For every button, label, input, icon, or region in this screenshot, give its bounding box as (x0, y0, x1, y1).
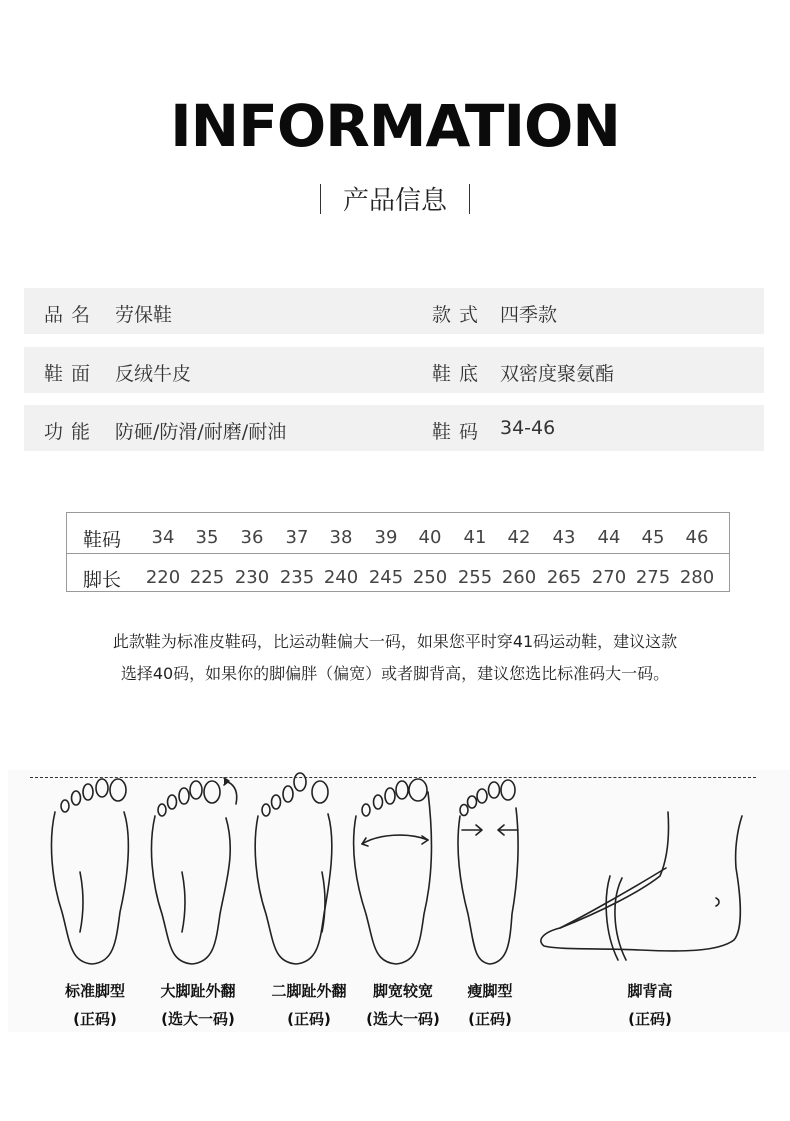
info-value: 34-46 (500, 417, 556, 439)
length-cell: 260 (501, 567, 537, 588)
page-subtitle (0, 180, 790, 217)
length-cell: 255 (457, 567, 493, 588)
info-row (24, 347, 764, 393)
divider-left (320, 184, 321, 214)
size-cell: 36 (240, 527, 264, 548)
info-value: 四季款 (500, 304, 558, 326)
length-row-header: 脚长 (83, 569, 122, 591)
foot-type-advice: (正码) (287, 1010, 331, 1028)
note-line: 选择40码，如果你的脚偏胖（偏宽）或者脚背高，建议您选比标准码大一码。 (120, 664, 670, 683)
size-cell: 37 (285, 527, 309, 548)
size-cell: 44 (597, 527, 621, 548)
info-label: 品名 (44, 304, 99, 326)
size-cell: 35 (195, 527, 219, 548)
high-instep-foot-icon (541, 812, 742, 960)
size-cell: 42 (507, 527, 531, 548)
info-value: 双密度聚氨酯 (500, 363, 615, 385)
size-cell: 40 (418, 527, 442, 548)
length-cell: 220 (145, 567, 181, 588)
length-cell: 280 (679, 567, 715, 588)
info-row (24, 288, 764, 334)
foot-type-name: 标准脚型 (64, 982, 125, 1000)
narrow-foot-icon (458, 780, 518, 964)
size-cell: 41 (463, 527, 487, 548)
size-cell: 46 (685, 527, 709, 548)
second-toe-foot-icon (255, 773, 332, 964)
length-cell: 250 (412, 567, 448, 588)
foot-type-name: 脚背高 (627, 982, 673, 1000)
sizing-note (0, 626, 790, 690)
length-cell: 265 (546, 567, 582, 588)
foot-type-advice: (选大一码) (366, 1010, 440, 1028)
length-cell: 235 (279, 567, 315, 588)
info-value: 反绒牛皮 (115, 363, 192, 385)
foot-type-name: 脚宽较宽 (372, 982, 433, 1000)
length-cell: 225 (189, 567, 225, 588)
note-line: 此款鞋为标准皮鞋码，比运动鞋偏大一码，如果您平时穿41码运动鞋，建议这款 (112, 632, 678, 651)
size-table (66, 512, 730, 592)
size-cell: 38 (329, 527, 353, 548)
subtitle-text: 产品信息 (342, 186, 447, 216)
size-cell: 34 (151, 527, 175, 548)
length-row (67, 553, 729, 593)
wide-foot-icon (354, 779, 432, 964)
foot-type-advice: (正码) (628, 1010, 672, 1028)
size-row (67, 513, 729, 553)
size-cell: 39 (374, 527, 398, 548)
size-cell: 45 (641, 527, 665, 548)
divider-right (469, 184, 470, 214)
info-label: 鞋码 (432, 421, 487, 443)
foot-type-name: 二脚趾外翻 (271, 982, 347, 1000)
length-cell: 270 (591, 567, 627, 588)
page-title: INFORMATION (170, 92, 620, 160)
foot-type-advice: (正码) (468, 1010, 512, 1028)
size-cell: 43 (552, 527, 576, 548)
info-label: 功能 (44, 421, 99, 443)
info-label: 鞋面 (44, 363, 99, 385)
foot-type-advice: (正码) (73, 1010, 117, 1028)
length-cell: 240 (323, 567, 359, 588)
size-row-header: 鞋码 (83, 529, 122, 551)
length-cell: 245 (368, 567, 404, 588)
info-label: 款式 (432, 304, 487, 326)
info-value: 劳保鞋 (115, 304, 173, 326)
info-value: 防砸/防滑/耐磨/耐油 (115, 421, 287, 443)
length-cell: 230 (234, 567, 270, 588)
foot-type-name: 瘦脚型 (467, 982, 513, 1000)
foot-type-advice: (选大一码) (161, 1010, 235, 1028)
foot-illustrations (0, 772, 790, 972)
info-row (24, 405, 764, 451)
bunion-foot-icon (151, 778, 236, 964)
length-cell: 275 (635, 567, 671, 588)
standard-foot-icon (51, 779, 128, 964)
foot-type-name: 大脚趾外翻 (160, 982, 236, 1000)
info-label: 鞋底 (432, 363, 487, 385)
